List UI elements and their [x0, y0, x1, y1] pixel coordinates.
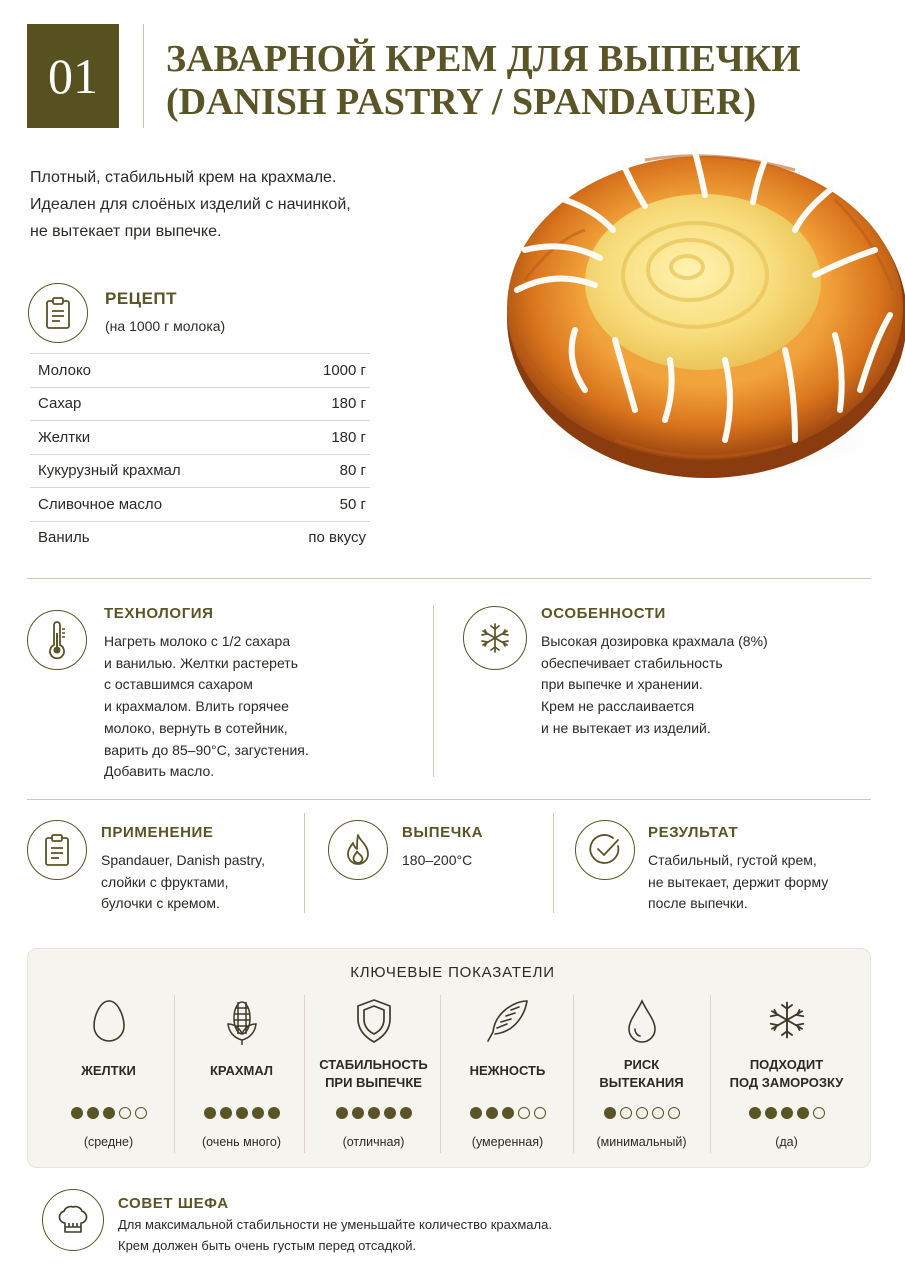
flame-icon — [328, 820, 388, 880]
text-line: молоко, вернуть в сотейник, — [104, 719, 288, 736]
title-divider — [143, 24, 144, 128]
column-divider — [553, 813, 554, 913]
rating-dot-filled — [71, 1107, 83, 1119]
text-line: варить до 85–90°С, загустения. — [104, 741, 309, 758]
kpi-label-line: ПРИ ВЫПЕЧКЕ — [325, 1075, 422, 1090]
ingredients-table — [30, 353, 370, 554]
rating-dot-empty — [813, 1107, 825, 1119]
page-title — [166, 38, 886, 124]
baking-text — [402, 850, 472, 872]
ingredient-name: Молоко — [38, 361, 92, 379]
clipboard-icon — [28, 283, 88, 343]
section-number: 01 — [27, 24, 119, 128]
rating-dot-filled — [502, 1107, 514, 1119]
ingredient-amount: 180 г — [331, 395, 366, 413]
ingredient-amount: 180 г — [331, 428, 366, 446]
intro-line: Плотный, стабильный крем на крахмале. — [30, 169, 337, 186]
text-line: Нагреть молоко с 1/2 сахара — [104, 633, 291, 649]
features-title: ОСОБЕННОСТИ — [541, 605, 666, 622]
egg-icon — [41, 998, 176, 1044]
ingredient-amount: 1000 г — [322, 361, 366, 379]
technology-text — [104, 631, 309, 783]
text-line: 180–200°С — [402, 852, 473, 868]
rating-dot-filled — [220, 1107, 232, 1119]
rating-dots — [174, 1107, 309, 1119]
table-row — [30, 487, 370, 521]
kpi-label — [41, 1062, 176, 1080]
chef-hat-icon — [42, 1189, 104, 1251]
text-line: Добавить масло. — [104, 763, 215, 780]
text-line: булочки с кремом. — [101, 895, 220, 912]
recipe-title: РЕЦЕПТ — [105, 289, 178, 308]
ingredient-name: Сливочное масло — [38, 495, 163, 513]
rating-dot-filled — [204, 1107, 216, 1119]
table-row — [30, 454, 370, 488]
text-line: с оставшимся сахаром — [104, 676, 253, 693]
kpi-label-line: НЕЖНОСТЬ — [469, 1063, 546, 1078]
kpi-starch — [174, 990, 309, 1160]
rating-dot-filled — [470, 1107, 482, 1119]
snowflake-icon — [463, 606, 527, 670]
ingredient-amount: по вкусу — [308, 529, 366, 547]
rating-dots — [41, 1107, 176, 1119]
result-title: РЕЗУЛЬТАТ — [648, 824, 739, 841]
kpi-label — [306, 1056, 441, 1092]
text-line: при выпечке и хранении. — [541, 676, 703, 693]
rating-dot-filled — [368, 1107, 380, 1119]
table-row — [30, 353, 370, 387]
kpi-label-line: КРАХМАЛ — [209, 1063, 274, 1078]
column-divider — [304, 813, 305, 913]
kpi-leak-risk — [574, 990, 709, 1160]
text-line: и крахмалом. Влить горячее — [104, 698, 289, 715]
rating-dot-filled — [797, 1107, 809, 1119]
title-line-1: ЗАВАРНОЙ КРЕМ ДЛЯ ВЫПЕЧКИ — [166, 38, 801, 80]
text-line: обеспечивает стабильность — [541, 654, 723, 671]
kpi-note: (умеренная) — [471, 1135, 544, 1149]
ingredient-name: Кукурузный крахмал — [38, 462, 181, 480]
kpi-note: (очень много) — [201, 1135, 282, 1149]
rating-dot-empty — [119, 1107, 131, 1119]
kpi-label — [440, 1062, 575, 1080]
intro-line: Идеален для слоёных изделий с начинкой, — [30, 196, 351, 213]
thermometer-icon — [27, 610, 87, 670]
text-line: и не вытекает из изделий. — [541, 719, 711, 736]
rating-dot-filled — [236, 1107, 248, 1119]
rating-dots — [306, 1107, 441, 1119]
kpi-label — [574, 1056, 709, 1092]
ingredient-name: Сахар — [38, 395, 82, 413]
rating-dot-filled — [268, 1107, 280, 1119]
text-line: после выпечки. — [648, 895, 748, 912]
text-line: Стабильный, густой крем, — [648, 852, 817, 868]
kpi-freeze — [719, 990, 854, 1160]
kpi-note: (минимальный) — [596, 1135, 687, 1149]
kpi-note: (да) — [775, 1135, 798, 1149]
table-row — [30, 387, 370, 421]
clipboard-icon — [27, 820, 87, 880]
rating-dot-empty — [652, 1107, 664, 1119]
application-title: ПРИМЕНЕНИЕ — [101, 824, 214, 841]
ingredient-name: Ваниль — [38, 529, 90, 547]
chef-tip-title: СОВЕТ ШЕФА — [118, 1195, 229, 1212]
ingredient-name: Желтки — [38, 428, 91, 446]
kpi-yolks — [41, 990, 176, 1160]
ingredient-amount: 50 г — [339, 495, 366, 513]
rating-dot-empty — [534, 1107, 546, 1119]
shield-icon — [306, 998, 441, 1044]
text-line: Крем должен быть очень густым перед отсадкой. — [118, 1237, 417, 1253]
rating-dot-filled — [765, 1107, 777, 1119]
rating-dot-filled — [87, 1107, 99, 1119]
kpi-label — [174, 1062, 309, 1080]
result-text — [648, 850, 828, 915]
rating-dot-filled — [252, 1107, 264, 1119]
rating-dot-empty — [620, 1107, 632, 1119]
kpi-label-line: ЖЕЛТКИ — [81, 1063, 136, 1078]
kpi-tenderness — [440, 990, 575, 1160]
section-divider — [27, 578, 871, 579]
check-circle-icon — [575, 820, 635, 880]
intro-line: не вытекает при выпечке. — [30, 223, 222, 240]
rating-dot-empty — [668, 1107, 680, 1119]
text-line: Spandauer, Danish pastry, — [101, 852, 265, 868]
rating-dot-empty — [636, 1107, 648, 1119]
rating-dot-filled — [604, 1107, 616, 1119]
text-line: не вытекает, держит форму — [648, 873, 829, 890]
kpi-divider — [710, 995, 711, 1153]
section-divider — [27, 799, 871, 800]
recipe-subtitle: (на 1000 г молока) — [105, 318, 226, 334]
corn-icon — [174, 998, 309, 1046]
rating-dot-filled — [749, 1107, 761, 1119]
intro-text — [30, 164, 450, 245]
text-line: и ванилью. Желтки растереть — [104, 654, 298, 671]
chef-tip-text — [118, 1215, 552, 1256]
rating-dot-filled — [384, 1107, 396, 1119]
kpi-note: (отличная) — [342, 1135, 405, 1149]
ingredient-amount: 80 г — [339, 462, 366, 480]
rating-dot-filled — [336, 1107, 348, 1119]
text-line: Высокая дозировка крахмала (8%) — [541, 633, 768, 649]
text-line: Крем не расслаивается — [541, 698, 695, 715]
rating-dots — [440, 1107, 575, 1119]
kpi-label-line: РИСК — [623, 1057, 660, 1072]
text-line: Для максимальной стабильности не уменьшайте количество крахмала. — [118, 1217, 552, 1232]
rating-dot-filled — [103, 1107, 115, 1119]
features-text — [541, 631, 768, 740]
kpi-label-line: ПОДХОДИТ — [749, 1057, 824, 1072]
rating-dot-filled — [781, 1107, 793, 1119]
pastry-photo — [495, 140, 905, 490]
text-line: слойки с фруктами, — [101, 873, 229, 890]
kpi-label-line: ВЫТЕКАНИЯ — [599, 1075, 684, 1090]
kpi-label — [719, 1056, 854, 1092]
rating-dot-filled — [486, 1107, 498, 1119]
drop-icon — [574, 998, 709, 1044]
title-line-2: (DANISH PASTRY / SPANDAUER) — [166, 81, 757, 123]
rating-dot-filled — [400, 1107, 412, 1119]
table-row — [30, 420, 370, 454]
kpi-note: (средне) — [83, 1135, 134, 1149]
kpi-label-line: ПОД ЗАМОРОЗКУ — [729, 1075, 844, 1090]
rating-dot-empty — [518, 1107, 530, 1119]
table-row — [30, 521, 370, 555]
rating-dot-empty — [135, 1107, 147, 1119]
snowflake-icon — [719, 998, 854, 1042]
kpi-label-line: СТАБИЛЬНОСТЬ — [319, 1057, 428, 1072]
rating-dot-filled — [352, 1107, 364, 1119]
key-indicators-title: КЛЮЧЕВЫЕ ПОКАЗАТЕЛИ — [350, 964, 555, 981]
rating-dots — [574, 1107, 709, 1119]
application-text — [101, 850, 265, 915]
column-divider — [433, 605, 434, 777]
baking-title: ВЫПЕЧКА — [402, 824, 484, 841]
rating-dots — [719, 1107, 854, 1119]
feather-icon — [440, 998, 575, 1044]
technology-title: ТЕХНОЛОГИЯ — [104, 605, 214, 622]
kpi-stability — [306, 990, 441, 1160]
